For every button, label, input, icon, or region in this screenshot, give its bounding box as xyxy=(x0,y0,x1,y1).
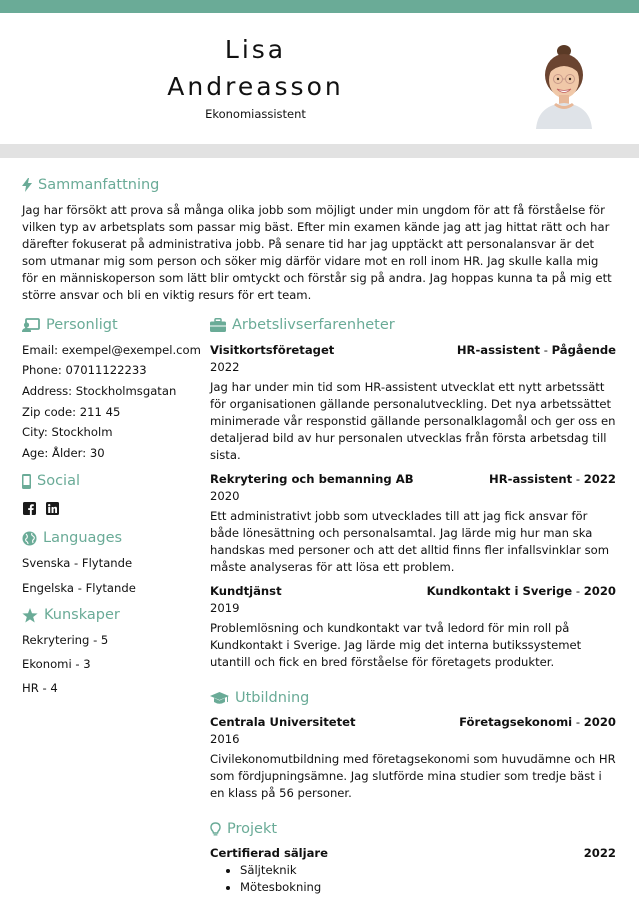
projects-heading-label: Projekt xyxy=(227,821,278,837)
skills-heading-label: Kunskaper xyxy=(44,607,120,623)
personal-heading-label: Personligt xyxy=(46,317,118,333)
summary-text: Jag har försökt att prova så många olika jobb som möjligt under min ungdom för att få förståelse för vilken typ av arbetsplats som passar mig bäst. Efter min examen kände jag att jag hittat rätt och har därefter fokuserat på administrativa jobb. På senare tid har jag upptäckt att personalansvar är det som utmanar mig som person och söker mig därför vidare mot en roll inom HR. Jag skulle kalla mig för en människoperson som lätt blir omtyckt och förstår sig på andra. Jag hoppas kunna ta på mig ett större ansvar och bli en viktig resurs för ert team. xyxy=(22,203,612,302)
education-school: Centrala Universitetet xyxy=(210,715,356,729)
mobile-icon xyxy=(22,474,31,489)
project-item: • Säljteknik xyxy=(240,862,321,879)
summary-heading xyxy=(22,176,159,194)
star-icon xyxy=(22,608,38,623)
briefcase-icon xyxy=(210,318,226,332)
job-start: 2022 xyxy=(210,360,240,374)
education-program: Företagsekonomi xyxy=(459,715,573,729)
name-block xyxy=(0,31,511,121)
social-heading xyxy=(22,472,80,490)
skills-heading xyxy=(22,606,120,624)
city-line: City: Stockholm xyxy=(22,425,113,439)
job-description: Problemlösning och kundkontakt var två ledord för min roll på Kundkontakt i Sverige. Jag lärde mig det interna butikssystemet utantill och fick en bred förståelse för företagets produkter. xyxy=(210,621,582,669)
job-header xyxy=(210,471,616,488)
languages-heading-label: Languages xyxy=(43,530,123,546)
job-description: Jag har under min tid som HR-assistent utvecklat ett nytt arbetssätt för organisationen gällande personalutveckling. Det nya arbetssättet minimerade vår responstid gällande personalklagomål och ger oss en detaljerad bild av hur personalen utvecklas från första arbetsdag till sista. xyxy=(210,380,616,462)
job-company: Kundtjänst xyxy=(210,584,282,598)
projects-heading xyxy=(210,820,277,838)
skill-item: Ekonomi - 3 xyxy=(22,657,91,671)
id-card-icon xyxy=(22,318,40,332)
job-end: 2022 xyxy=(583,472,616,486)
language-item: Svenska - Flytande xyxy=(22,556,133,570)
job-end: Pågående xyxy=(551,343,616,357)
globe-icon xyxy=(22,531,37,546)
project-name: Certifierad säljare xyxy=(210,846,329,860)
languages-heading xyxy=(22,529,122,547)
job-header xyxy=(210,583,616,600)
summary-heading-label: Sammanfattning xyxy=(38,177,160,193)
job-separator: - xyxy=(572,584,584,598)
job-role-period xyxy=(489,471,616,488)
job-separator: - xyxy=(572,472,584,486)
address-line: Address: Stockholmsgatan xyxy=(22,384,177,398)
job-description: Ett administrativt jobb som utvecklades till att jag fick ansvar för både lönesättning och personalsamtal. Jag lärde mig hur man ska handskas med personer och att det alltid finns fler infallsvinklar som måste analyseras för att lösa ett problem. xyxy=(210,509,609,574)
social-heading-label: Social xyxy=(37,473,80,489)
lightbulb-icon xyxy=(210,822,221,837)
job-end: 2020 xyxy=(583,584,616,598)
job-start: 2019 xyxy=(210,601,240,615)
profile-photo xyxy=(528,33,600,129)
bolt-icon xyxy=(22,178,32,192)
job-role-period xyxy=(457,342,616,359)
education-heading-label: Utbildning xyxy=(235,690,310,706)
graduation-cap-icon xyxy=(210,692,229,705)
age-line: Age: Ålder: 30 xyxy=(22,446,105,460)
first-name: Lisa xyxy=(224,35,287,64)
job-title: Ekonomiassistent xyxy=(205,107,306,121)
phone-line: Phone: 07011122233 xyxy=(22,363,147,377)
education-separator: - xyxy=(572,715,584,729)
header-divider-band xyxy=(0,144,639,158)
education-end: 2020 xyxy=(583,715,616,729)
project-item: • Mötesbokning xyxy=(240,879,321,896)
project-year: 2022 xyxy=(583,846,616,860)
job-role: HR-assistent xyxy=(456,343,541,357)
education-header xyxy=(210,714,616,731)
skill-item: Rekrytering - 5 xyxy=(22,633,109,647)
project-header xyxy=(210,845,616,862)
education-start: 2016 xyxy=(210,732,240,746)
job-start: 2020 xyxy=(210,489,240,503)
language-item: Engelska - Flytande xyxy=(22,581,136,595)
linkedin-icon[interactable] xyxy=(46,502,59,515)
experience-heading-label: Arbetslivserfarenheter xyxy=(232,317,395,333)
resume-header xyxy=(0,13,639,144)
last-name: Andreasson xyxy=(167,72,344,101)
personal-heading xyxy=(22,316,118,334)
education-program-period xyxy=(459,714,616,731)
project-items xyxy=(240,862,321,896)
job-role: Kundkontakt i Sverige xyxy=(426,584,573,598)
skill-item: HR - 4 xyxy=(22,681,58,695)
experience-heading xyxy=(210,316,395,334)
education-description: Civilekonomutbildning med företagsekonomi som huvudämne och HR som fördjupningsämne. Jag slutförde mina studier som tredje bäst i en klass på 56 personer. xyxy=(210,752,616,800)
education-heading xyxy=(210,689,309,707)
job-role-period xyxy=(427,583,616,600)
job-role: HR-assistent xyxy=(489,472,573,486)
top-accent-bar xyxy=(0,0,639,13)
job-company: Visitkortsföretaget xyxy=(210,343,335,357)
job-header xyxy=(210,342,616,359)
email-line: Email: exempel@exempel.com xyxy=(22,343,201,357)
facebook-icon[interactable] xyxy=(23,502,36,515)
zip-line: Zip code: 211 45 xyxy=(22,405,121,419)
job-separator: - xyxy=(540,343,552,357)
job-company: Rekrytering och bemanning AB xyxy=(210,472,414,486)
